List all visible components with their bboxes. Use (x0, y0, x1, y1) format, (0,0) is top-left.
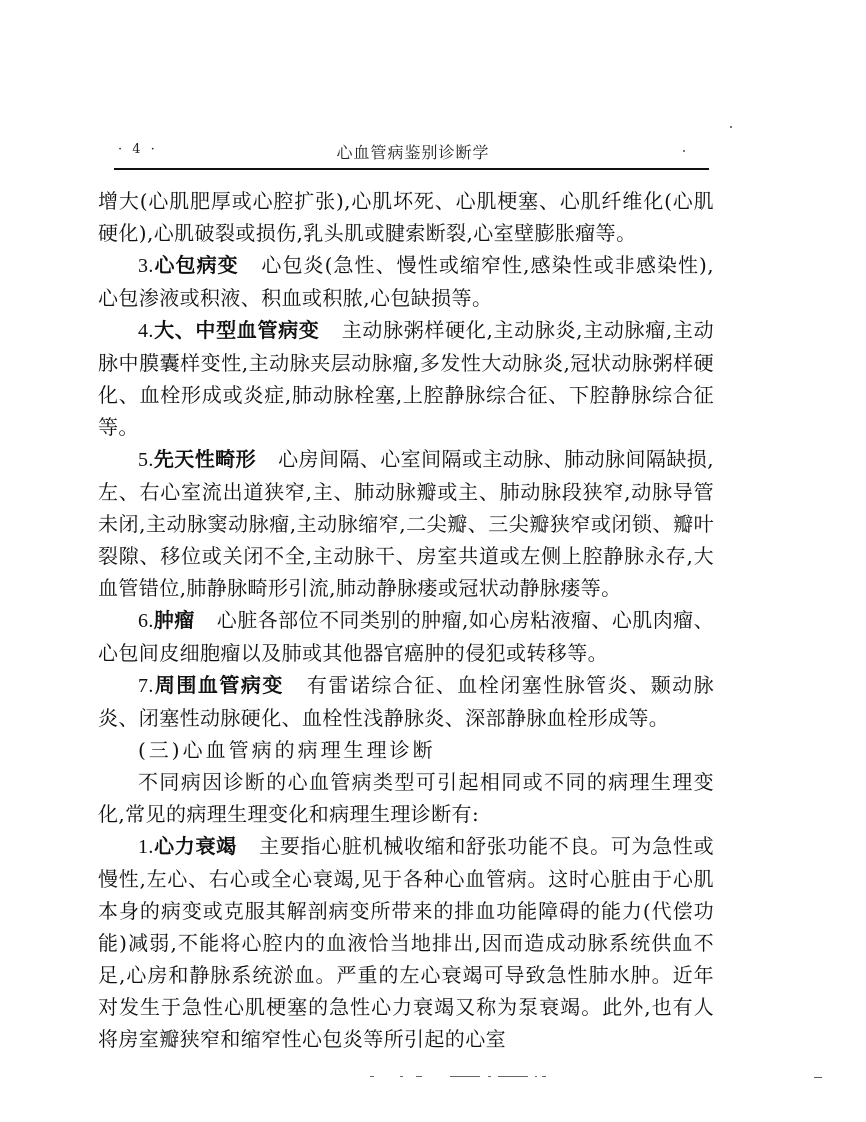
item-title: 先天性畸形 (153, 447, 257, 471)
item-text: 主动脉粥样硬化,主动脉炎,主动脉瘤,主动脉中膜囊样变性,主动脉夹层动脉瘤,多发性大动脉炎,冠状动脉粥样硬化、血栓形成或炎症,肺动脉栓塞,上腔静脉综合征、下腔静脉综合征等。 (98, 318, 714, 439)
item-title: 周围血管病变 (153, 673, 284, 697)
list-item-heart-failure (98, 830, 714, 1055)
item-number: 3. (138, 255, 154, 277)
page-number: · 4 · (118, 142, 158, 157)
item-title: 大、中型血管病变 (153, 318, 320, 342)
item-number: 1. (138, 836, 154, 858)
list-item-pericardial-disease (98, 249, 714, 314)
list-item-tumor (98, 604, 714, 669)
section-heading: (三)心血管病的病理生理诊断 (138, 738, 436, 762)
item-text: 有雷诺综合征、血栓闭塞性脉管炎、颞动脉炎、闭塞性动脉硬化、血栓性浅静脉炎、深部静脉血栓形成等。 (98, 673, 714, 730)
paragraph-continued: 增大(心肌肥厚或心腔扩张),心肌坏死、心肌梗塞、心肌纤维化(心肌硬化),心肌破裂或损伤,乳头肌或腱索断裂,心室壁膨胀瘤等。 (98, 189, 714, 245)
item-title: 肿瘤 (153, 608, 195, 632)
item-title: 心力衰竭 (153, 834, 237, 858)
item-number: 7. (138, 675, 154, 697)
scan-speck (683, 150, 685, 152)
item-number: 4. (138, 320, 154, 342)
scan-artifact-marks (370, 1076, 560, 1078)
item-number: 5. (138, 449, 154, 471)
page-header (118, 140, 708, 164)
item-title: 心包病变 (153, 253, 239, 277)
list-item-peripheral-vascular-disease (98, 669, 714, 734)
item-text: 心包炎(急性、慢性或缩窄性,感染性或非感染性),心包渗液或积液、积血或积脓,心包缺损等。 (98, 253, 714, 310)
intro-paragraph: 不同病因诊断的心血管病类型可引起相同或不同的病理生理变化,常见的病理生理变化和病理生理诊断有: (98, 770, 714, 826)
scan-speck (730, 126, 732, 128)
item-number: 6. (138, 610, 154, 632)
item-text: 心脏各部位不同类别的肿瘤,如心房粘液瘤、心肌肉瘤、心包间皮细胞瘤以及肺或其他器官癌肿的侵犯或转移等。 (98, 608, 714, 665)
item-text: 主要指心脏机械收缩和舒张功能不良。可为急性或慢性,左心、右心或全心衰竭,见于各种心血管病。这时心脏由于心肌本身的病变或克服其解剖病变所带来的排血功能障碍的能力(代偿功能)减弱,不能将心腔内的血液恰当地排出,因而造成动脉系统供血不足,心房和静脉系统淤血。严重的左心衰竭可导致急性肺水肿。近年对发生于急性心肌梗塞的急性心力衰竭又称为泵衰竭。此外,也有人将房室瓣狭窄和缩窄性心包炎等所引起的心室 (98, 834, 714, 1051)
scan-artifact-corner (814, 1077, 822, 1078)
list-item-large-vessel-disease (98, 314, 714, 443)
page-body (98, 185, 714, 1055)
header-rule (114, 168, 709, 170)
list-item-congenital-malformation (98, 443, 714, 604)
item-text: 心房间隔、心室间隔或主动脉、肺动脉间隔缺损,左、右心室流出道狭窄,主、肺动脉瓣或主、肺动脉段狭窄,动脉导管未闭,主动脉窦动脉瘤,主动脉缩窄,二尖瓣、三尖瓣狭窄或闭锁、瓣叶裂隙、移位或关闭不全,主动脉干、房室共道或左侧上腔静脉永存,大血管错位,肺静脉畸形引流,肺动静脉瘘或冠状动静脉瘘等。 (98, 447, 714, 600)
running-title: 心血管病鉴别诊断学 (336, 143, 490, 162)
